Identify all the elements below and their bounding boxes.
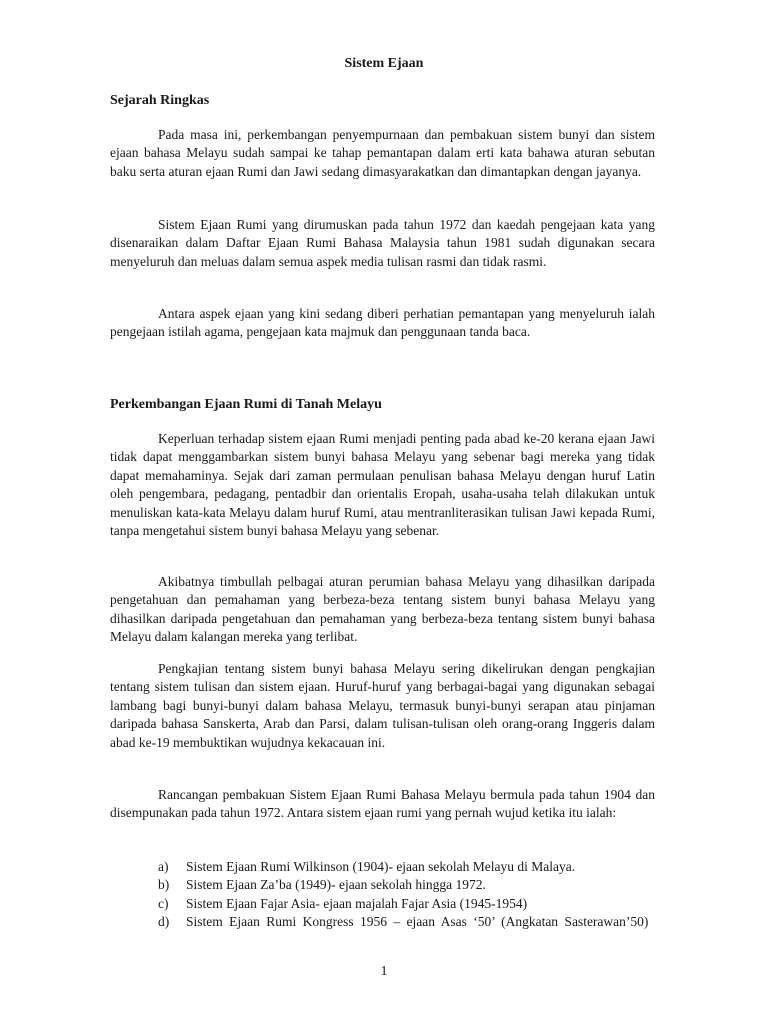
paragraph: Sistem Ejaan Rumi yang dirumuskan pada tahun 1972 dan kaedah pengejaan kata yang disenaraikan dalam Daftar Ejaan Rumi Bahasa Malaysia tahun 1981 sudah digunakan secara menyeluruh dan meluas dalam semua aspek media tulisan rasmi dan tidak rasmi. xyxy=(110,217,655,269)
ejaan-systems-list xyxy=(158,858,655,932)
page-number: 1 xyxy=(380,964,388,979)
list-marker: b) xyxy=(158,877,170,893)
list-item xyxy=(158,876,655,894)
paragraph: Akibatnya timbullah pelbagai aturan perumian bahasa Melayu yang dihasilkan daripada pengetahuan dan pemahaman yang berbeza-beza tentang sistem bunyi bahasa Melayu yang dihasilkan daripada pengetahuan dan pemahaman yang berbeza-beza tentang sistem bunyi bahasa Melayu dalam kalangan mereka yang terlibat. xyxy=(110,574,655,645)
list-marker: a) xyxy=(158,859,169,874)
list-item-text: Sistem Ejaan Rumi Wilkinson (1904)- ejaan sekolah Melayu di Malaya. xyxy=(186,859,576,874)
list-item-text: Sistem Ejaan Fajar Asia- ejaan majalah Fajar Asia (1945-1954) xyxy=(186,895,528,911)
list-item xyxy=(158,858,655,876)
document-title: Sistem Ejaan xyxy=(344,56,424,71)
paragraph: Antara aspek ejaan yang kini sedang diberi perhatian pemantapan yang menyeluruh ialah pengejaan istilah agama, pengejaan kata majmuk dan penggunaan tanda baca. xyxy=(110,306,655,340)
paragraph: Pada masa ini, perkembangan penyempurnaan dan pembakuan sistem bunyi dan sistem ejaan bahasa Melayu sudah sampai ke tahap pemantapan dalam erti kata bahawa aturan sebutan baku serta aturan ejaan Rumi dan Jawi sedang dimasyarakatkan dan dimantapkan dengan jayanya. xyxy=(110,127,655,179)
section-heading-sejarah: Sejarah Ringkas xyxy=(110,93,210,108)
list-item-text: Sistem Ejaan Za’ba (1949)- ejaan sekolah hingga 1972. xyxy=(186,877,486,893)
paragraph: Rancangan pembakuan Sistem Ejaan Rumi Bahasa Melayu bermula pada tahun 1904 dan disempunakan pada tahun 1972. Antara sistem ejaan rumi yang pernah wujud ketika itu ialah: xyxy=(110,787,655,821)
paragraph: Pengkajian tentang sistem bunyi bahasa Melayu sering dikelirukan dengan pengkajian tentang sistem tulisan dan sistem ejaan. Huruf-huruf yang berbagai-bagai yang digunakan sebagai lambang bagi bunyi-bunyi dalam bahasa Melayu, termasuk bunyi-bunyi serapan atau pinjaman daripada bahasa Sanskerta, Arab dan Parsi, dalam tulisan-tulisan oleh orang-orang Inggeris dalam abad ke-19 membuktikan wujudnya kekacauan ini. xyxy=(110,661,655,750)
paragraph: Keperluan terhadap sistem ejaan Rumi menjadi penting pada abad ke-20 kerana ejaan Jawi tidak dapat menggambarkan sistem bunyi bahasa Melayu yang sebenar bagi mereka yang tidak dapat memahaminya. Sejak dari zaman permulaan penulisan bahasa Melayu dengan huruf Latin oleh pengembara, pedagang, pentadbir dan orientalis Eropah, usaha-usaha telah dilakukan untuk menuliskan kata-kata Melayu dalam huruf Rumi, atau mentranliterasikan tulisan Jawi kepada Rumi, tanpa mengetahui sistem bunyi bahasa Melayu yang sebenar. xyxy=(110,431,655,539)
list-item-text: Sistem Ejaan Rumi Kongress 1956 – ejaan Asas ‘50’ (Angkatan Sasterawan’50) xyxy=(186,914,649,930)
section-heading-perkembangan: Perkembangan Ejaan Rumi di Tanah Melayu xyxy=(110,397,382,412)
list-item xyxy=(158,895,655,913)
list-marker: d) xyxy=(158,914,170,930)
list-item xyxy=(158,913,655,931)
list-marker: c) xyxy=(158,895,169,911)
